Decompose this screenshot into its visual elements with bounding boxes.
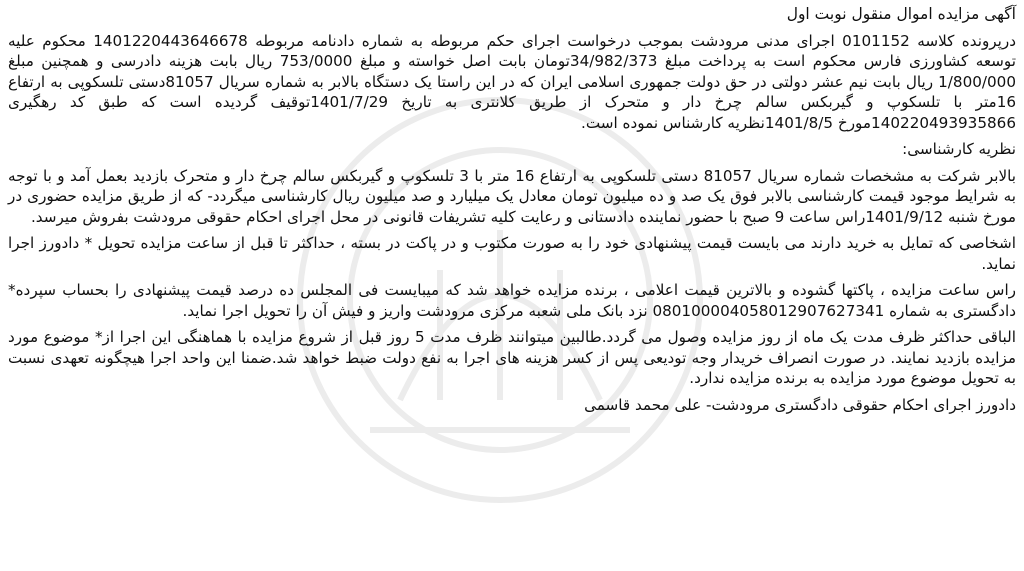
expert-opinion-paragraph: بالابر شرکت به مشخصات شماره سریال 81057 دستی تلسکوپی به ارتفاع 16 متر با 3 تلسکوپ و گیربکس سالم چرخ دار و متحرک بازدید بعمل آمد و با توجه به شرایط موجود قیمت کارشناسی بالابر فوق یک صد و ده میلیون تومان معادل یک میلیارد و صد میلیون ریال کارشناسی میگردد- که از طریق مزایده حضوری در مورخ شنبه 1401/9/12راس ساعت 9 صبح با حضور نماینده دادستانی و رعایت کلیه تشریفات قانونی در محل اجرای احکام حقوقی مرودشت بفروش میرسد. [8, 166, 1016, 226]
notice-title: آگهی مزایده اموال منقول نوبت اول [786, 5, 1016, 23]
condition-balance-payment: الباقی حداکثر ظرف مدت یک ماه از روز مزایده وصول می گردد.طالبین میتوانند ظرف مدت 5 روز قبل از شروع مزایده با هماهنگی این اجرا از* موضوع مورد مزایده بازدید نمایند. در صورت انصراف خریدار وجه تودیعی پس از کسر هزینه های اجرا به نفع دولت ضبط خواهد شد.ضمنا این واحد اجرا هیچگونه تعهدی نسبت به تحویل موضوع مورد مزایده به برنده مزایده ندارد. [8, 328, 1016, 387]
expert-opinion-heading: نظریه کارشناسی: [902, 140, 1016, 158]
signature-line: دادورز اجرای احکام حقوقی دادگستری مرودشت- علی محمد قاسمی [584, 395, 1016, 414]
condition-deposit: راس ساعت مزایده ، پاکتها گشوده و بالاترین قیمت اعلامی ، برنده مزایده خواهد شد که میبایست فی المجلس ده درصد قیمت پیشنهادی را بحساب سپرده* دادگستری به شماره 0801000040580129076273‌41 نزد بانک ملی شعبه مرکزی مرودشت واریز و فیش آن را تحویل اجرا نماید. [8, 281, 1016, 320]
condition-sealed-bid: اشخاصی که تمایل به خرید دارند می بایست قیمت پیشنهادی خود را به صورت مکتوب و در پاکت در بسته ، حداکثر تا قبل از ساعت مزایده تحویل * دادورز اجرا نماید. [8, 234, 1016, 273]
notice-document [8, 4, 1016, 567]
notice-intro-paragraph: درپرونده کلاسه 0101152 اجرای مدنی مرودشت بموجب درخواست اجرای حکم مربوطه به شماره دادنامه مربوطه 1401220443646678 محکوم علیه توسعه کشاورزی فارس محکوم است به پرداخت مبلغ 34/982/373تومان بابت اصل خواسته و مبلغ 753/0000 ریال بابت هزینه دادرسی و همچنین مبلغ 1/800/000 ریال بابت نیم عشر دولتی در حق دولت جمهوری اسلامی ایران که در این راستا یک دستگاه بالابر به شماره سریال 81057دستی تلسکوپی به ارتفاع 16متر با تلسکوپ و گیربکس سالم چرخ دار و متحرک از طریق کلانتری به تاریخ 1401/7/29توقیف گردیده است که طبق کد رهگیری 140220493935866مورخ 1401/8/5نظریه کارشناس نموده است. [8, 31, 1017, 132]
